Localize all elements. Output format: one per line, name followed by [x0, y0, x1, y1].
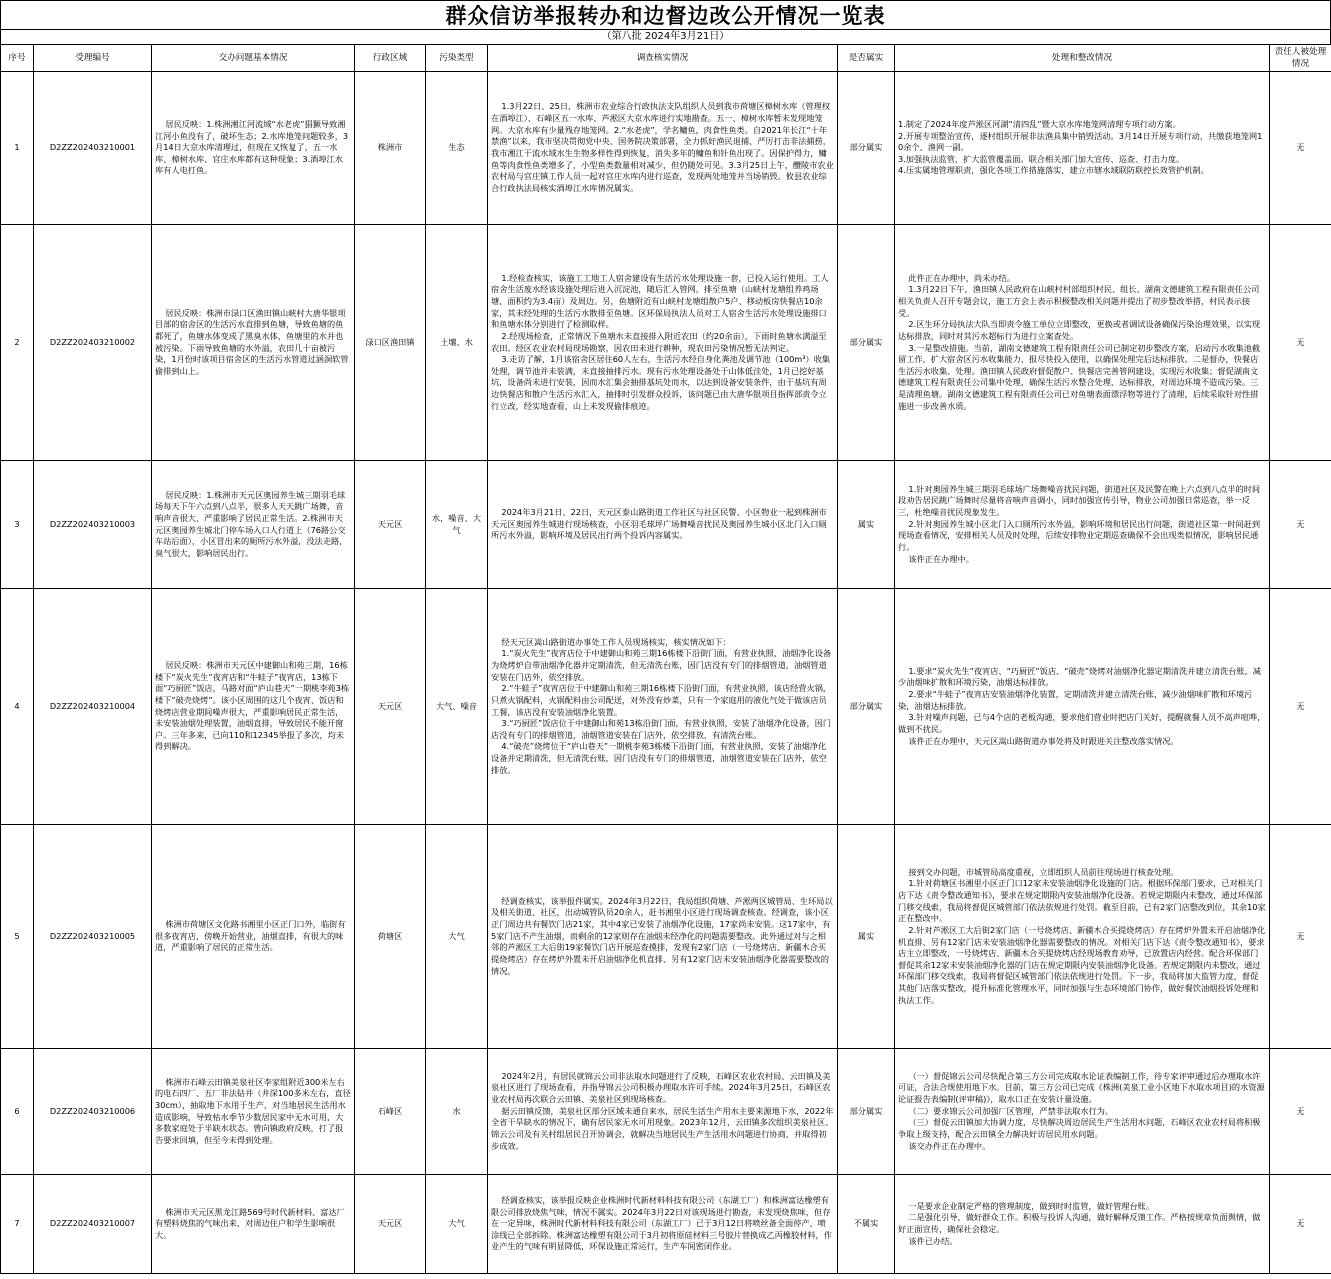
row-code: D2ZZ202403210001 [34, 72, 152, 225]
row-investigation: 经调查核实，该举报反映企业株洲时代新材料科技有限公司（东湖工厂）和株洲富达橡塑有限公司排放烧焦气味，情况不属实。2024年3月22日对该现场进行勘查，未发现烧焦味，但存在一定异味，株洲时代新材料科技有限公司（东湖工厂）已于3月12日将喷丝备全面停产，喷涂线已全部拆除。株洲富达橡塑有限公司于3月初将原硅材料三号胶片替换成乙丙橡胶材料，作业产生的气味有明显降低，环保设施正常运行，生产车间密闭作业。 [488, 1175, 838, 1274]
row-punish: 无 [1270, 1049, 1331, 1175]
row-investigation: 2024年2月，有居民就锦云公司非法取水问题进行了反映，石峰区农业农村局、云田镇及美泉社区进行了现场查看，并指导锦云公司积极办理取水许可手续。2024年3月25日，石峰区农业农村局再次联合云田镇、美泉社区到现场核查。 据云田镇反馈，美泉社区部分区域未通自来水，居民生活生产用水主要来源地下水，2022年全省干旱缺水的情况下，确有居民家无水可用现象。2023年12月，云田镇多次组织美泉社区、锦云公司及有关村组居民召开协调会，就解决当地居民生产生活用水问题进行协商，并取得初步成效。 [488, 1049, 838, 1175]
row-verified: 属实 [838, 825, 895, 1049]
table-row [1, 225, 1331, 461]
row-code: D2ZZ202403210007 [34, 1175, 152, 1274]
row-handling: （一）督促锦云公司尽快配合第三方公司完成取水论证表编制工作，待专家评审通过后办理取水许可证，合法合规使用地下水。目前，第三方公司已完成《株洲(美泉工业小区地下水取水项目)的水资源论证报告表编制(评审稿)》，取水口正在安装计量设施。 （二）要求锦云公司加强厂区管理，严禁非法取水行为。 （三）督促云田镇加大协调力度，尽快解决周边居民生产生活用水问题，石峰区农业农村局将积极争取上级支持，配合云田镇全力解决好访居民用水问题。 该交办件正在办理中。 [895, 1049, 1270, 1175]
row-no: 4 [1, 589, 34, 825]
row-handling: 1.制定了2024年度芦淞区河湖“清四乱”暨大京水库地笼网清理专项行动方案。 2.开展专项整治宣传，逐村组织开展非法渔具集中销毁活动。3月14日开展专项行动，共缴获地笼网10余个、渔网一副。 3.加强执法监管，扩大监管覆盖面。联合相关部门加大宣传、巡查、打击力度。 4.压实属地管理职责，强化各项工作措施落实，建立市辖水域联防联控长效管护机制。 [895, 72, 1270, 225]
row-punish: 无 [1270, 1175, 1331, 1274]
row-verified: 属实 [838, 461, 895, 589]
row-handling: 一是要求企业制定严格的管理制度，做到时时监管，做好管理台账。 二是强化引导，做好群众工作。积极与投诉人沟通，做好解释反馈工作。严格按规章负面舆情，做好正面宣传，确保社会稳定。 该件已办结。 [895, 1175, 1270, 1274]
document-subtitle: （第八批 2024年3月21日） [0, 30, 1331, 44]
row-no: 5 [1, 825, 34, 1049]
row-verified: 部分属实 [838, 72, 895, 225]
row-handling: 接到交办问题，市城管局高度重视，立即组织人员前往现场进行核查处理。 1.针对荷塘区书湘里小区正门口12家未安装油烟净化设施的门店。根据环保部门要求，已对相关门店下达《责令整改通知书》，要求在规定期限内安装油烟净化设备。若规定期限内未整改，通过环保部门移交线索，我局将督促区城管部门依法依规进行处罚。截至目前，已有2家门店整改到位，其余10家正在整改中。 2.针对芦淞区工大后街2家门店（一号烧烤店、新疆木合买提烧烤店）存在烤炉外置未开启油烟净化机直排、另有12家门店未安装油烟净化器需要整改的情况。对相关门店下达《责令整改通知书》，要求店主立即整改，一号烧烤店、新疆木合买提烧烤店经现场教育劝导，已放置店内经营。配合环保部门督促其余12家未安装油烟净化器的门店在规定期限内安装油烟净化设备。若规定期限内未整改，通过环保部门移交线索，我局将督促区城管部门依法依规进行处罚。下一步，我局将加大监管力度，督促其他门店落实整改，提升标准化管理水平，同时加强与生态环境部门协作，做好餐饮油烟投诉处理和执法工作。 [895, 825, 1270, 1049]
document-title: 群众信访举报转办和边督边改公开情况一览表 [0, 0, 1331, 30]
row-issue: 株洲市石峰云田镇美泉社区李家组附近300米左右的电石四厂、五厂非法钻井（井深100多米左右，直径30cm），抽取地下水用于生产，对当地居民生活用水造成影响，导致枯水季节少数居民家中无水可用，大多数家庭处于半缺水状态。曾向镇政府反映，打了报告要求回填，但至今未得到处理。 [152, 1049, 355, 1175]
row-code: D2ZZ202403210004 [34, 589, 152, 825]
table-row [1, 825, 1331, 1049]
row-area: 渌口区渔田镇 [355, 225, 426, 461]
row-punish: 无 [1270, 225, 1331, 461]
header-investigation: 调查核实情况 [488, 45, 838, 72]
row-handling: 1.要求“炭火先生”夜宵店、“巧厨匠”饭店、“破壳”烧烤对油烟净化器定期清洗并建立清洗台账，减少油烟味扩散和环境污染，油烟达标排放。 2.要求“牛蛙子”夜宵店安装油烟净化装置，定期清洗并建立清洗台账，减少油烟味扩散和环境污染，油烟达标排放。 3.针对噪声问题，已与4个店的老板沟通，要求他们营业时把店门关好，提醒就餐人员不高声喧哗，做到不扰民。 该件正在办理中，天元区嵩山路街道办事处将及时跟进关注整改落实情况。 [895, 589, 1270, 825]
row-investigation: 2024年3月21日、22日，天元区泰山路街道工作社区与社区民警、小区物业一起到株洲市天元区奥园养生城进行现场核查，小区羽毛球坪广场舞噪音扰民及奥园养生城小区北门入口厕所污水外溢，影响环境及居民出行两个投诉内容属实。 [488, 461, 838, 589]
header-no: 序号 [1, 45, 34, 72]
table-header-row [1, 45, 1331, 72]
row-investigation: 经天元区嵩山路街道办事处工作人员现场核实，核实情况如下： 1.“炭火先生”夜宵店位于中建御山和苑三期16栋楼下沿街门面，有营业执照，油烟净化设备为烧烤炉自带油烟净化器并定期清洗，但无清洗台账，因门店没有专门的排烟管道，油烟管道安装在门店外，依空排放。 2.“牛蛙子”夜宵店位于中建御山和苑三期16栋楼下沿街门面，有营业执照，该店经营火锅，只煮火锅配料，火锅配料由公司配送，对外没有炒菜，只有一个家庭用的液化气处于做该店员工餐，该店没有安装油烟净化装置。 3.“巧厨匠”饭店位于中建御山和苑13栋沿街门面，有营业执照，安装了油烟净化设备，因门店没有专门的排烟管道，油烟管道安装在门店外，依空排放，有清洗台账。 4.“破壳”烧烤位于“庐山巷天”一期桃李苑3栋楼下沿街门面，有营业执照，安装了油烟净化设备并定期清洗，但无清洗台账，因门店没有专门的排烟管道，油烟管道安装在门店外，依空排放。 [488, 589, 838, 825]
row-investigation: 经调查核实，该举报件属实。2024年3月22日，我局组织荷塘、芦淞两区城管局、生环局以及相关街道、社区，出动城管队员20余人，赶书湘里小区进行现场调查核查。经调查，该小区正门周边共有餐饮门店21家，其中4家已安装了油烟净化设施，17家尚未安装。这17家中，有5家门店不产生油烟，而剩余的12家则存在油烟未经净化的问题需要整改。此外通过对与之相邻的芦淞区工大后街19家餐饮门店开展巡查摸排，发现有2家门店（一号烧烤店、新疆木合买提烧烤店）存在烤炉外置未开启油烟净化机直排、另有12家门店未安装油烟净化器需要整改的情况。 [488, 825, 838, 1049]
row-area: 石峰区 [355, 1049, 426, 1175]
row-code: D2ZZ202403210005 [34, 825, 152, 1049]
table-row [1, 72, 1331, 225]
row-issue: 株洲市天元区黑龙江路569号时代新材料、富达厂有塑料烧焦的气味出来，对周边住户和学生影响很大。 [152, 1175, 355, 1274]
header-code: 受理编号 [34, 45, 152, 72]
row-investigation: 1.3月22日、25日，株洲市农业综合行政执法支队组织人员到我市荷塘区樟树水库（管理权在酒埠江）、石峰区五一水库、芦淞区大京水库进行实地勘查。五一、樟树水库暂未发现地笼网。大京水库有少量残存地笼网。2.“水老虎”，学名鳙鱼，肉食性鱼类。自2021年长江“十年禁渔”以来，我市坚决贯彻党中央、国务院决策部署，全力抓好渔民退捕、严厉打击非法捕捞，我市湘江干流水域水生生物多样性得到恢复，消失多年的鳙鱼和针鱼出现了。因保护得力，鳙鱼等肉食性鱼类增多了，小型鱼类数量相对减少，但仍随处可见。3.3月25日上午，醴陵市农业农村局与官庄镇工作人员一起对官庄水库内进行巡查，发现两处地笼并当场销毁。攸县农业综合行政执法局核实酒埠江水库情况属实。 [488, 72, 838, 225]
row-issue: 居民反映：株洲市天元区中建御山和苑三期，16栋楼下“炭火先生”夜宵店和“牛蛙子”夜宵店，13栋下面“巧厨匠”饭店，马路对面“庐山巷天”一期桃李苑3栋楼下“破壳烧烤”。该小区周围的这几个夜宵、饭店和烧烤店营业期间噪声很大，严重影响居民正常生活，未安装油烟处理装置，油烟直排，导致居民不能开窗户。三年多来，已向110和12345举报了多次，均未得到解决。 [152, 589, 355, 825]
row-no: 6 [1, 1049, 34, 1175]
row-type: 水，噪音、大气 [426, 461, 488, 589]
row-type: 生态 [426, 72, 488, 225]
row-handling: 1.针对奥园养生城三期羽毛球场广场舞噪音扰民问题，街道社区及民警在晚上六点到八点半的时间段劝告居民跳广场舞时尽量将音响声音调小，同时加强宣传引导，物业公司加强日常巡查，举一反三，杜绝噪音扰民现象发生。 2.针对奥园养生城小区北门入口厕所污水外溢，影响环境和居民出行问题，街道社区第一时间赶到现场查看情况，安排相关人员及时处理，后续安排物业定期巡查确保不会出现类似情况，影响居民通行。 该件正在办理中。 [895, 461, 1270, 589]
row-type: 大气、噪音 [426, 589, 488, 825]
row-punish: 无 [1270, 825, 1331, 1049]
row-verified: 部分属实 [838, 225, 895, 461]
row-punish: 无 [1270, 72, 1331, 225]
row-issue: 居民反映：1.株洲湘江河流域“水老虎”猖獗导致湘江河小鱼没有了，破坏生态；2.水库地笼问题较多，3月14日大京水库清理过，但现在又恢复了，五一水库、樟树水库、官庄水库都有这种现象；3.酒埠江水库有人电打鱼。 [152, 72, 355, 225]
row-code: D2ZZ202403210003 [34, 461, 152, 589]
table-row [1, 1049, 1331, 1175]
row-type: 大气 [426, 825, 488, 1049]
table-row [1, 461, 1331, 589]
report-table [0, 44, 1331, 1274]
header-handling: 处理和整改情况 [895, 45, 1270, 72]
row-no: 7 [1, 1175, 34, 1274]
row-code: D2ZZ202403210006 [34, 1049, 152, 1175]
row-no: 3 [1, 461, 34, 589]
row-verified: 不属实 [838, 1175, 895, 1274]
row-handling: 此件正在办理中，尚未办结。 1.3月22日下午，渔田镇人民政府在山峡村村部组织村民、组长、湖南文德建筑工程有限责任公司相关负责人召开专题会议，施工方会上表示积极整改相关问题并提出了初步整改举措，村民表示接受。 2.区生环分局执法大队当即责令施工单位立即整改，更换或者调试设备确保污染治理效果，以实现达标排放，同时对其污水超标行为进行立案查处。 3.一是整改措施。当前，湖南文德建筑工程有限责任公司已制定初步整改方案，启动污水收集池截留工作，扩大宿舍区污水收集能力，报尽快投入使用，以确保处理完后达标排放。二是督办，快餐店生活污水收集、处理。渔田镇人民政府督促散户、快餐店完善管网建设，实现污水收集；督促湖南文德建筑工程有限责任公司集中处理，确保生活污水整合处理、达标排放，对周边环境不造成污染。三是清理鱼塘。湖南文德建筑工程有限责任公司已对鱼塘表面漂浮物等进行了清理，后续采取针对性措施进一步改善水质。 [895, 225, 1270, 461]
row-verified: 部分属实 [838, 1049, 895, 1175]
row-no: 1 [1, 72, 34, 225]
header-type: 污染类型 [426, 45, 488, 72]
row-type: 水 [426, 1049, 488, 1175]
table-row [1, 1175, 1331, 1274]
table-row [1, 589, 1331, 825]
header-issue: 交办问题基本情况 [152, 45, 355, 72]
row-type: 土壤、水 [426, 225, 488, 461]
row-no: 2 [1, 225, 34, 461]
header-punish: 责任人被处理情况 [1270, 45, 1331, 72]
row-area: 株洲市 [355, 72, 426, 225]
header-area: 行政区域 [355, 45, 426, 72]
row-area: 荷塘区 [355, 825, 426, 1049]
row-issue: 株洲市荷塘区文化路书湘里小区正门口外，临街有很多夜宵店，傍晚开始营业，油烟直排，有很大的味道，严重影响了居民的正常生活。 [152, 825, 355, 1049]
row-area: 天元区 [355, 589, 426, 825]
row-issue: 居民反映：株洲市渌口区渔田镇山峡村大唐华银项目部的宿舍区的生活污水直排到鱼塘，导致鱼塘的鱼都死了，鱼塘水体变成了黑臭水体，鱼塘里的水并也被污染。下雨导致鱼塘的水外溢，农田几十亩被污染，1月份时该项目宿舍区的生活污水管道过涵洞软管偷排到山上。 [152, 225, 355, 461]
row-punish: 无 [1270, 461, 1331, 589]
row-area: 天元区 [355, 461, 426, 589]
row-area: 天元区 [355, 1175, 426, 1274]
row-type: 大气 [426, 1175, 488, 1274]
row-code: D2ZZ202403210002 [34, 225, 152, 461]
row-investigation: 1.经检查核实，该施工工地工人宿舍建设有生活污水处理设施一套，已投入运行使用。工人宿舍生活废水经该设施处理后进入沉淀池，随后汇入管网，排至鱼塘（山峡村龙塘组养鸡场塘，面积约为3.4亩）及周边。另，鱼塘附近有山峡村龙塘组散户5户、移动板房快餐店10余家，其未经处理的生活污水散排至鱼塘。区环保局执法人员对工人宿舍生活污水处理设施排口和鱼塘水体分别进行了检测取样。 2.经现场检查，正常情况下鱼塘水未直接排入附近农田（约20余亩），下雨时鱼塘水满溢至农田。经区农业农村局现场勘察，因农田未进行耕种，现农田污染情况暂无法判定。 3.走访了解，1月该宿舍区居住60人左右，生活污水经自身化粪池及调节池（100m³）收集处理，调节池并未装满，未直接抽排污水。现有污水处理设备处于山体低洼处，1月已挖好基坑，设备尚未进行安装，因而水汇集会抽排基坑处而水，以达到设备安装条件，由于基坑有周边快餐店和散户生活污水汇入，抽排时引发群众投诉，该问题已由大唐华银项目指挥部责令立行立改，经实地查看，山上未发现偷排痕迹。 [488, 225, 838, 461]
header-verified: 是否属实 [838, 45, 895, 72]
row-verified: 部分属实 [838, 589, 895, 825]
row-issue: 居民反映：1.株洲市天元区奥园养生城三期羽毛球场每天下午六点到八点半，很多人天天跳广场舞，音响声音很大，严重影响了居民正常生活。2.株洲市天元区奥园养生城北门停车场入口人行道上（76路公交车站后面），小区冒出来的厕所污水外溢，没法走路，臭气很大，影响居民出行。 [152, 461, 355, 589]
row-punish: 无 [1270, 589, 1331, 825]
